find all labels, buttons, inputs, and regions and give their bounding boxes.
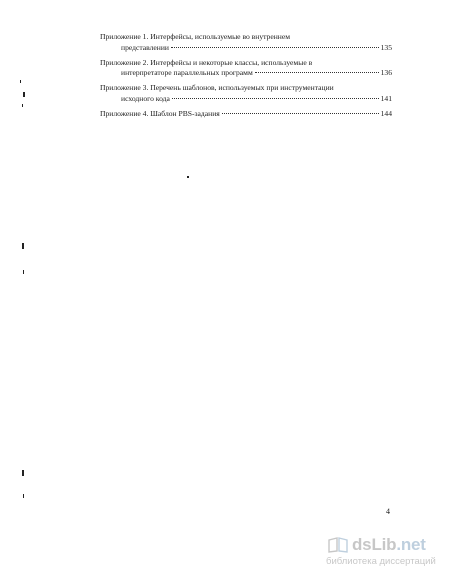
scan-artifact bbox=[187, 176, 189, 178]
toc-page-number: 141 bbox=[380, 93, 392, 103]
scan-artifact bbox=[20, 80, 21, 83]
dslib-watermark bbox=[320, 536, 446, 576]
toc-entry-appendix-4 bbox=[100, 109, 392, 120]
toc-entry-line bbox=[100, 68, 392, 79]
toc-entry-appendix-3 bbox=[100, 83, 392, 104]
toc-entry-text: Приложение 4. Шаблон PBS-задания bbox=[100, 108, 220, 118]
toc-entry-line bbox=[100, 32, 392, 43]
toc-page-number: 136 bbox=[380, 68, 392, 77]
watermark-brand-left: dsLib bbox=[352, 535, 397, 554]
table-of-contents bbox=[100, 32, 392, 124]
toc-entry-line bbox=[100, 58, 392, 69]
toc-entry-text: интерпретаторе параллельных программ bbox=[121, 68, 253, 77]
toc-page-number: 135 bbox=[380, 42, 392, 52]
toc-page-number: 144 bbox=[380, 108, 392, 118]
dot-leader bbox=[172, 98, 379, 99]
watermark-brand bbox=[352, 536, 426, 554]
scan-artifact bbox=[23, 494, 24, 498]
scan-artifact bbox=[22, 470, 24, 476]
toc-entry-text: Приложение 1. Интерфейсы, используемые во внутреннем bbox=[100, 32, 290, 41]
scan-artifact bbox=[23, 92, 25, 97]
toc-entry-line bbox=[100, 43, 392, 54]
toc-entry-line bbox=[100, 94, 392, 105]
dot-leader bbox=[222, 113, 379, 114]
book-icon bbox=[328, 537, 348, 553]
page-number: 4 bbox=[386, 507, 390, 516]
toc-entry-text: Приложение 2. Интерфейсы и некоторые классы, используемые в bbox=[100, 57, 313, 67]
toc-entry-text: Приложение 3. Перечень шаблонов, используемых при инструментации bbox=[100, 83, 334, 92]
toc-entry-text: представлении bbox=[121, 42, 169, 52]
toc-entry-text: исходного кода bbox=[121, 93, 170, 103]
watermark-brand-right: .net bbox=[396, 535, 426, 554]
toc-entry-appendix-2 bbox=[100, 58, 392, 79]
scan-artifact bbox=[22, 243, 24, 249]
scan-artifact bbox=[23, 270, 24, 274]
toc-entry-line bbox=[100, 109, 392, 120]
dot-leader bbox=[255, 72, 379, 73]
dot-leader bbox=[171, 47, 379, 48]
scan-artifact bbox=[22, 104, 23, 107]
toc-entry-line bbox=[100, 83, 392, 94]
watermark-subtitle: библиотека диссертаций bbox=[326, 556, 436, 567]
toc-entry-appendix-1 bbox=[100, 32, 392, 53]
